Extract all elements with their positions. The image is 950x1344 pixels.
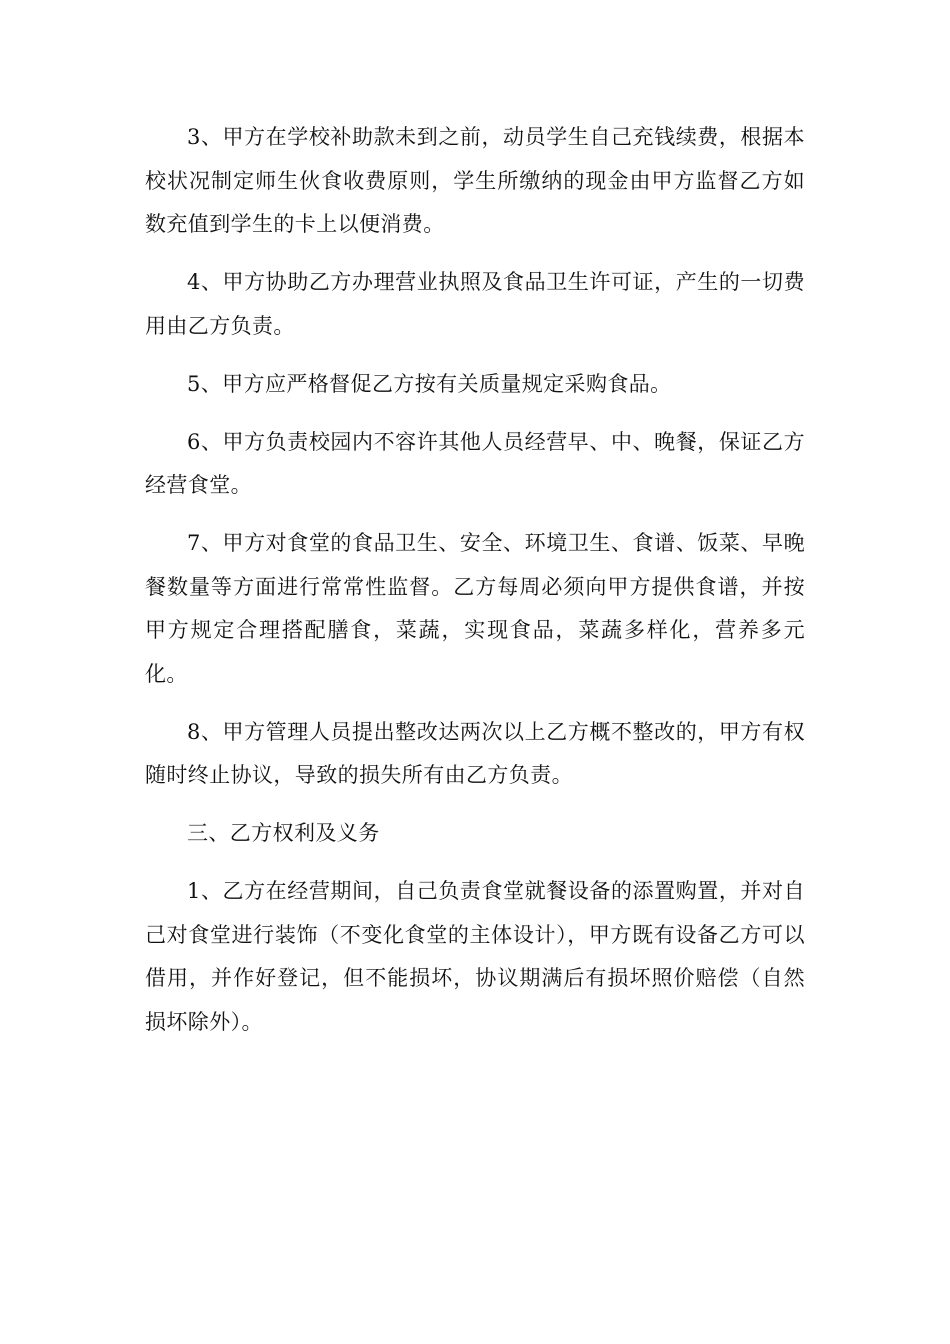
paragraph-item-b1: 1、乙方在经营期间，自己负责食堂就餐设备的添置购置，并对自己对食堂进行装饰（不变化食堂的主体设计），甲方既有设备乙方可以借用，并作好登记，但不能损坏，协议期满后有损坏照价赔偿（自然损坏除外）。 xyxy=(145,879,805,1034)
paragraph-item-3: 3、甲方在学校补助款未到之前，动员学生自己充钱续费，根据本校状况制定师生伙食收费原则，学生所缴纳的现金由甲方监督乙方如数充值到学生的卡上以便消费。 xyxy=(145,125,805,236)
paragraph-item-5: 5、甲方应严格督促乙方按有关质量规定采购食品。 xyxy=(187,371,672,396)
section-heading-party-b-rights: 三、乙方权利及义务 xyxy=(187,821,380,845)
paragraph-item-6: 6、甲方负责校园内不容许其他人员经营早、中、晚餐，保证乙方经营食堂。 xyxy=(145,429,805,497)
document-body xyxy=(145,116,805,1059)
paragraph-item-8: 8、甲方管理人员提出整改达两次以上乙方概不整改的，甲方有权随时终止协议，导致的损失所有由乙方负责。 xyxy=(145,719,805,787)
paragraph-item-4: 4、甲方协助乙方办理营业执照及食品卫生许可证，产生的一切费用由乙方负责。 xyxy=(145,270,805,338)
paragraph-item-7: 7、甲方对食堂的食品卫生、安全、环境卫生、食谱、饭菜、早晚餐数量等方面进行常常性监督。乙方每周必须向甲方提供食谱，并按甲方规定合理搭配膳食，菜蔬，实现食品，菜蔬多样化，营养多元化。 xyxy=(145,531,805,686)
